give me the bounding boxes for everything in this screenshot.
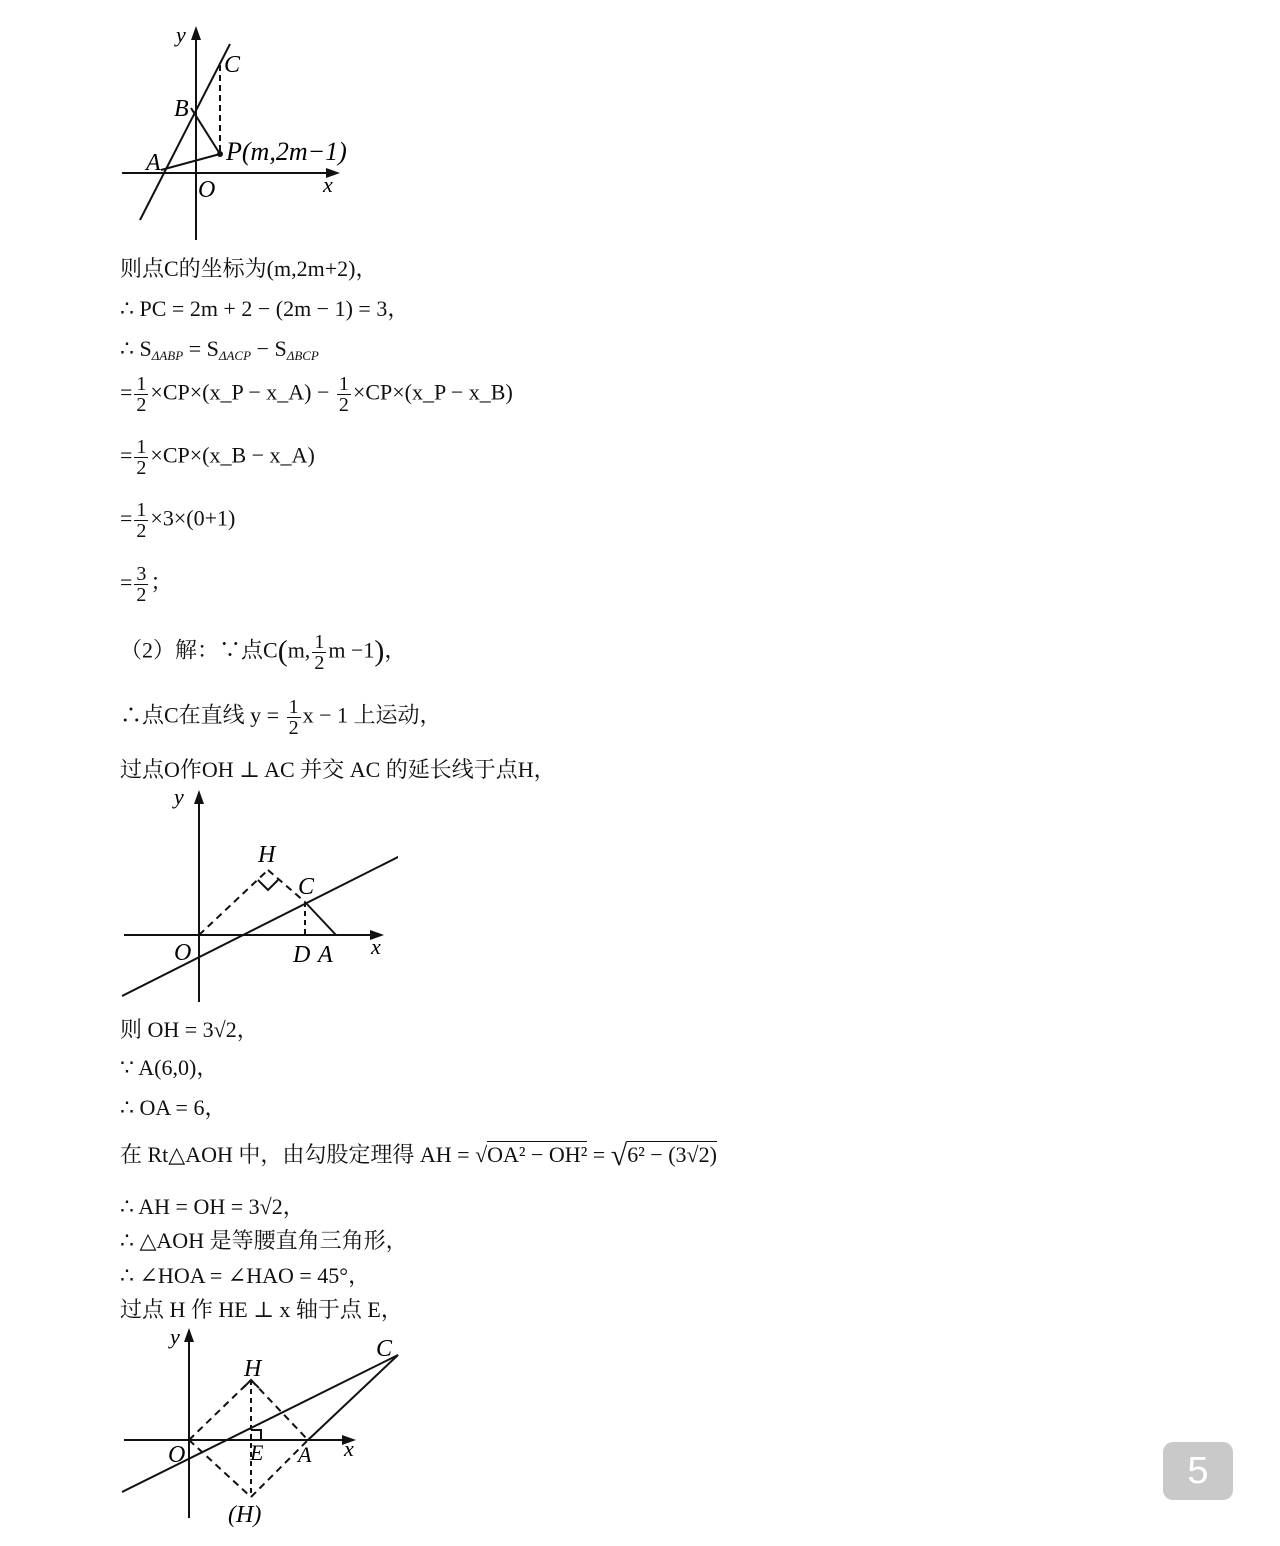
s-sub-acp: ΔACP (218, 348, 252, 363)
text-line-9 (120, 697, 442, 738)
fraction-half (312, 632, 326, 673)
fraction-denominator: 2 (136, 394, 147, 416)
fig2-h-label: H (258, 842, 276, 868)
fig1-c-label: C (224, 52, 241, 78)
fig2-a-label: A (318, 942, 333, 968)
text-line-3 (120, 334, 319, 371)
fraction-numerator: 1 (136, 436, 147, 458)
text-line-8 (120, 632, 406, 673)
expression: m −1 (328, 637, 375, 663)
s-sub-abp: ΔABP (151, 348, 184, 363)
text-line-1: 则点C的坐标为(m,2m+2)， (120, 256, 378, 281)
radicand: 6² − (3√2) (627, 1142, 717, 1167)
text-line-13: ∴ OA = 6， (120, 1095, 227, 1120)
fraction-numerator: 3 (136, 563, 147, 585)
fig3-o-label: O (168, 1442, 186, 1468)
fraction-denominator: 2 (136, 584, 147, 606)
equals-sign: = (120, 505, 133, 531)
semicolon: ； (150, 569, 173, 595)
fig3-x-label: x (344, 1436, 354, 1461)
text-line-18: 过点 H 作 HE ⊥ x 轴于点 E， (120, 1297, 403, 1322)
fraction-numerator: 1 (136, 373, 147, 395)
sqrt-sign: √ (610, 1139, 628, 1172)
fraction-numerator: 1 (288, 696, 299, 718)
paren-open: ( (277, 634, 288, 668)
paren-close: ) (374, 634, 385, 668)
sqrt-sign: √ (475, 1142, 488, 1167)
text-line-14 (120, 1140, 717, 1171)
fig1-p-label: P(m,2m−1) (226, 137, 347, 166)
fraction-denominator: 2 (136, 520, 147, 542)
text-line-4 (120, 374, 513, 415)
radicand: OA² − OH² (487, 1142, 588, 1167)
equals-sign: = (120, 569, 133, 595)
text-line-16: ∴ △AOH 是等腰直角三角形， (120, 1228, 408, 1253)
fraction-denominator: 2 (288, 717, 299, 739)
expression: ×CP×(x_P − x_A) − (150, 379, 335, 405)
s-label: ∴ S (120, 336, 152, 361)
text-line-6 (120, 500, 235, 541)
expression: ×CP×(x_B − x_A) (150, 442, 315, 468)
text-line-11: 则 OH = 3√2， (120, 1017, 259, 1042)
line-ac (140, 44, 230, 220)
fig2-x-label: x (371, 934, 381, 959)
fig1-a-label: A (146, 150, 161, 176)
text-line-2: ∴ PC = 2m + 2 − (2m − 1) = 3， (120, 296, 410, 321)
fraction-half (287, 697, 301, 738)
fraction-half (337, 374, 351, 415)
equals-sign: = (120, 442, 133, 468)
fraction-denominator: 2 (136, 457, 147, 479)
fig3-e-label: E (250, 1440, 264, 1465)
fig2-y-label: y (174, 784, 184, 809)
figure-3-diagram (118, 1322, 408, 1534)
fig1-x-label: x (323, 172, 333, 197)
equals-sign: = (120, 379, 133, 405)
expression: 在 Rt△AOH 中，由勾股定理得 AH = (120, 1142, 476, 1167)
comma: ， (384, 637, 407, 663)
text-line-17: ∴ ∠HOA = ∠HAO = 45°， (120, 1263, 371, 1288)
text-line-5 (120, 437, 315, 478)
fraction-half (134, 437, 148, 478)
text-line-10: 过点O作OH ⊥ AC 并交 AC 的延长线于点H， (120, 757, 556, 782)
figure-2-diagram (118, 784, 398, 1006)
expression: ×3×(0+1) (150, 505, 236, 531)
expression: x − 1 上运动， (302, 702, 442, 728)
text-line-7 (120, 564, 172, 605)
expression: ×CP×(x_P − x_B) (352, 379, 513, 405)
page-number-badge[interactable]: 5 (1163, 1442, 1233, 1500)
fraction-numerator: 1 (314, 631, 325, 653)
text-line-12: ∵ A(6,0)， (120, 1055, 219, 1080)
fig1-o-label: O (198, 177, 216, 203)
fraction-half (134, 374, 148, 415)
fig2-o-label: O (174, 940, 192, 966)
expression: m, (287, 637, 311, 663)
fig3-h2-label: (H) (228, 1502, 262, 1528)
fig2-d-label: D (293, 942, 311, 968)
cropped-overlay (745, 1132, 835, 1172)
fraction-numerator: 1 (338, 373, 349, 395)
fraction-three-halves (134, 564, 148, 605)
figure-1-diagram (118, 20, 388, 245)
fig3-c-label: C (376, 1336, 393, 1362)
fig1-b-label: B (174, 96, 189, 122)
fraction-half (134, 500, 148, 541)
part-two-label: （2）解：∵点C (120, 637, 278, 663)
equals-sign: = (587, 1142, 611, 1167)
s-label: − S (251, 336, 287, 361)
s-sub-bcp: ΔBCP (286, 348, 319, 363)
fig2-c-label: C (298, 874, 315, 900)
expression: ∴点C在直线 y = (120, 702, 285, 728)
text-line-15: ∴ AH = OH = 3√2， (120, 1194, 305, 1219)
fraction-denominator: 2 (338, 394, 349, 416)
fig3-a-label: A (298, 1442, 312, 1467)
fraction-numerator: 1 (136, 499, 147, 521)
fraction-denominator: 2 (314, 652, 325, 674)
fig1-y-label: y (176, 22, 186, 47)
fig3-y-label: y (170, 1324, 180, 1349)
s-label: = S (183, 336, 219, 361)
fig3-h-label: H (244, 1356, 262, 1382)
